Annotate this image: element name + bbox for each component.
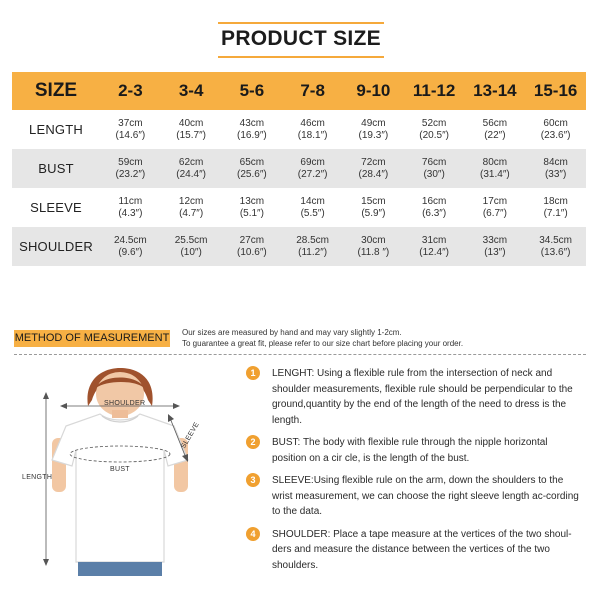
cm-value: 24.5cm [113, 234, 147, 246]
inch-value: (13.6″) [540, 246, 571, 258]
size-header-cell: 13-14 [473, 81, 517, 100]
measurement-cell [404, 188, 465, 227]
measurement-cell [525, 149, 586, 188]
inch-value: (5.5″) [300, 207, 325, 219]
step-number-badge: 1 [246, 366, 260, 380]
inch-value: (25.6″) [237, 168, 267, 180]
measurement-cell [404, 227, 465, 266]
inch-value: (9.6″) [118, 246, 143, 258]
measurement-cell [404, 110, 465, 149]
sleeve-label: SLEEVE [180, 421, 201, 450]
inch-value: (24.4″) [176, 168, 206, 180]
cm-value: 43cm [239, 117, 265, 129]
cm-value: 33cm [482, 234, 508, 246]
cm-value: 13cm [239, 195, 265, 207]
cm-value: 40cm [178, 117, 204, 129]
step-shoulder [246, 527, 584, 574]
measurement-cell [222, 149, 283, 188]
cm-value: 18cm [543, 195, 568, 207]
inch-value: (19.3″) [358, 129, 389, 141]
cm-value: 25.5cm [174, 234, 208, 246]
measurement-steps [246, 366, 584, 580]
inch-value: (7.1″) [543, 207, 568, 219]
step-bust [246, 435, 584, 466]
size-header-cell: 15-16 [533, 81, 578, 100]
cm-value: 84cm [543, 156, 568, 168]
measurement-cell [465, 110, 526, 149]
measurement-cell [282, 227, 343, 266]
cm-value: 15cm [361, 195, 386, 207]
cm-value: 72cm [361, 156, 386, 168]
measurement-cell [100, 110, 161, 149]
title-rule-bottom [218, 56, 384, 58]
inch-value: (10.6″) [237, 246, 267, 258]
measurement-cell [404, 149, 465, 188]
inch-value: (33″) [544, 168, 567, 180]
inch-value: (30″) [423, 168, 445, 180]
inch-value: (28.4″) [358, 168, 389, 180]
measurement-cell [525, 188, 586, 227]
measurement-cell [343, 188, 404, 227]
cm-value: 31cm [421, 234, 447, 246]
cm-value: 80cm [482, 156, 508, 168]
inch-value: (4.3″) [118, 207, 143, 219]
step-sleeve [246, 473, 584, 520]
measurement-cell [465, 188, 526, 227]
inch-value: (22″) [484, 129, 506, 141]
cm-value: 59cm [118, 156, 143, 168]
measurement-cell [100, 149, 161, 188]
inch-value: (5.9″) [361, 207, 386, 219]
cm-value: 56cm [482, 117, 508, 129]
cm-value: 12cm [178, 195, 204, 207]
inch-value: (23.2″) [115, 168, 146, 180]
measurement-cell [161, 227, 222, 266]
measurement-row-bust [12, 149, 586, 188]
measurement-note [182, 327, 463, 349]
inch-value: (4.7″) [179, 207, 204, 219]
inch-value: (12.4″) [419, 246, 449, 258]
measurement-note-line-2: To guarantee a great fit, please refer to our size chart before placing your order. [182, 339, 464, 348]
shoulder-label: SHOULDER [104, 400, 146, 407]
inch-value: (6.3″) [422, 207, 447, 219]
page-title: PRODUCT SIZE [221, 27, 381, 50]
measurement-cell [465, 149, 526, 188]
step-text: SHOULDER: Place a tape measure at the vertices of the two shoul-ders and measure the distance between the vertices of the two shoulders. [272, 528, 572, 571]
measurement-note-line-1: Our sizes are measured by hand and may vary slightly 1-2cm. [182, 328, 402, 337]
cm-value: 65cm [239, 156, 265, 168]
inch-value: (27.2″) [297, 168, 328, 180]
inch-value: (15.7″) [176, 129, 206, 141]
row-label: SLEEVE [30, 200, 82, 215]
cm-value: 62cm [178, 156, 204, 168]
inch-value: (31.4″) [480, 168, 510, 180]
inch-value: (16.9″) [237, 129, 267, 141]
cm-value: 16cm [421, 195, 447, 207]
size-header-cell: 11-12 [412, 81, 456, 100]
size-header-cell: 3-4 [178, 81, 204, 100]
measurement-row-sleeve [12, 188, 586, 227]
cm-value: 28.5cm [296, 234, 330, 246]
step-number-badge: 2 [246, 435, 260, 449]
cm-value: 46cm [300, 117, 325, 129]
measurement-cell [282, 188, 343, 227]
method-of-measurement-label: METHOD OF MEASUREMENT [14, 330, 170, 347]
cm-value: 30cm [361, 234, 386, 246]
measurement-cell [222, 188, 283, 227]
step-text: SLEEVE:Using flexible rule on the arm, down the shoulders to the wrist measurement, we can choose the right sleeve length ac-cording to the data. [272, 475, 579, 517]
inch-value: (14.6″) [115, 129, 146, 141]
inch-value: (10″) [180, 246, 202, 258]
inch-value: (13″) [484, 246, 506, 258]
step-length [246, 366, 584, 428]
cm-value: 14cm [300, 195, 325, 207]
measurement-cell [161, 188, 222, 227]
row-label: LENGTH [29, 122, 83, 137]
measurement-cell [222, 110, 283, 149]
measurement-row-length [12, 110, 586, 149]
inch-value: (20.5″) [419, 129, 449, 141]
size-header-row [12, 72, 586, 110]
title-block [218, 22, 384, 58]
title-rule-top [218, 22, 384, 24]
step-text: BUST: The body with flexible rule through the nipple horizontal position on a cir cle, is the length of the bust. [272, 437, 548, 464]
size-chart-table [12, 72, 586, 266]
cm-value: 34.5cm [539, 234, 573, 246]
size-header-cell: 9-10 [356, 81, 391, 100]
measurement-cell [100, 188, 161, 227]
inch-value: (18.1″) [297, 129, 328, 141]
cm-value: 27cm [239, 234, 265, 246]
cm-value: 60cm [543, 117, 568, 129]
cm-value: 49cm [361, 117, 386, 129]
measurement-cell [343, 110, 404, 149]
size-header-cell: 7-8 [300, 81, 325, 100]
inch-value: (23.6″) [540, 129, 571, 141]
measurement-cell [525, 110, 586, 149]
measurement-row-shoulder [12, 227, 586, 266]
measurement-cell [343, 227, 404, 266]
measurement-cell [343, 149, 404, 188]
cm-value: 52cm [421, 117, 447, 129]
size-header-cell: 2-3 [118, 81, 143, 100]
measurement-cell [525, 227, 586, 266]
row-label: SHOULDER [19, 239, 93, 254]
cm-value: 69cm [300, 156, 325, 168]
step-number-badge: 4 [246, 527, 260, 541]
measurement-cell [282, 149, 343, 188]
step-text: LENGHT: Using a flexible rule from the intersection of neck and shoulder measurements, flexible rule should be perpendicular to the ground,quantity by the end of the length of the need to dress is the length. [272, 368, 573, 426]
inch-value: (6.7″) [482, 207, 507, 219]
bust-label: BUST [110, 466, 130, 473]
measurement-cell [161, 110, 222, 149]
step-number-badge: 3 [246, 473, 260, 487]
inch-value: (11.2″) [298, 246, 328, 258]
inch-value: (11.8 ″) [357, 246, 390, 258]
measurement-cell [100, 227, 161, 266]
tshirt-measurement-figure [18, 366, 232, 576]
inch-value: (5.1″) [239, 207, 264, 219]
cm-value: 11cm [118, 195, 143, 207]
row-label: BUST [38, 161, 74, 176]
cm-value: 76cm [421, 156, 447, 168]
measurement-cell [282, 110, 343, 149]
size-header-label: SIZE [34, 80, 78, 101]
measurement-cell [161, 149, 222, 188]
size-header-cell: 5-6 [239, 81, 265, 100]
measurement-cell [465, 227, 526, 266]
measurement-cell [222, 227, 283, 266]
cm-value: 37cm [118, 117, 143, 129]
section-divider [14, 354, 586, 355]
cm-value: 17cm [482, 195, 508, 207]
length-label: LENGTH [22, 474, 53, 481]
